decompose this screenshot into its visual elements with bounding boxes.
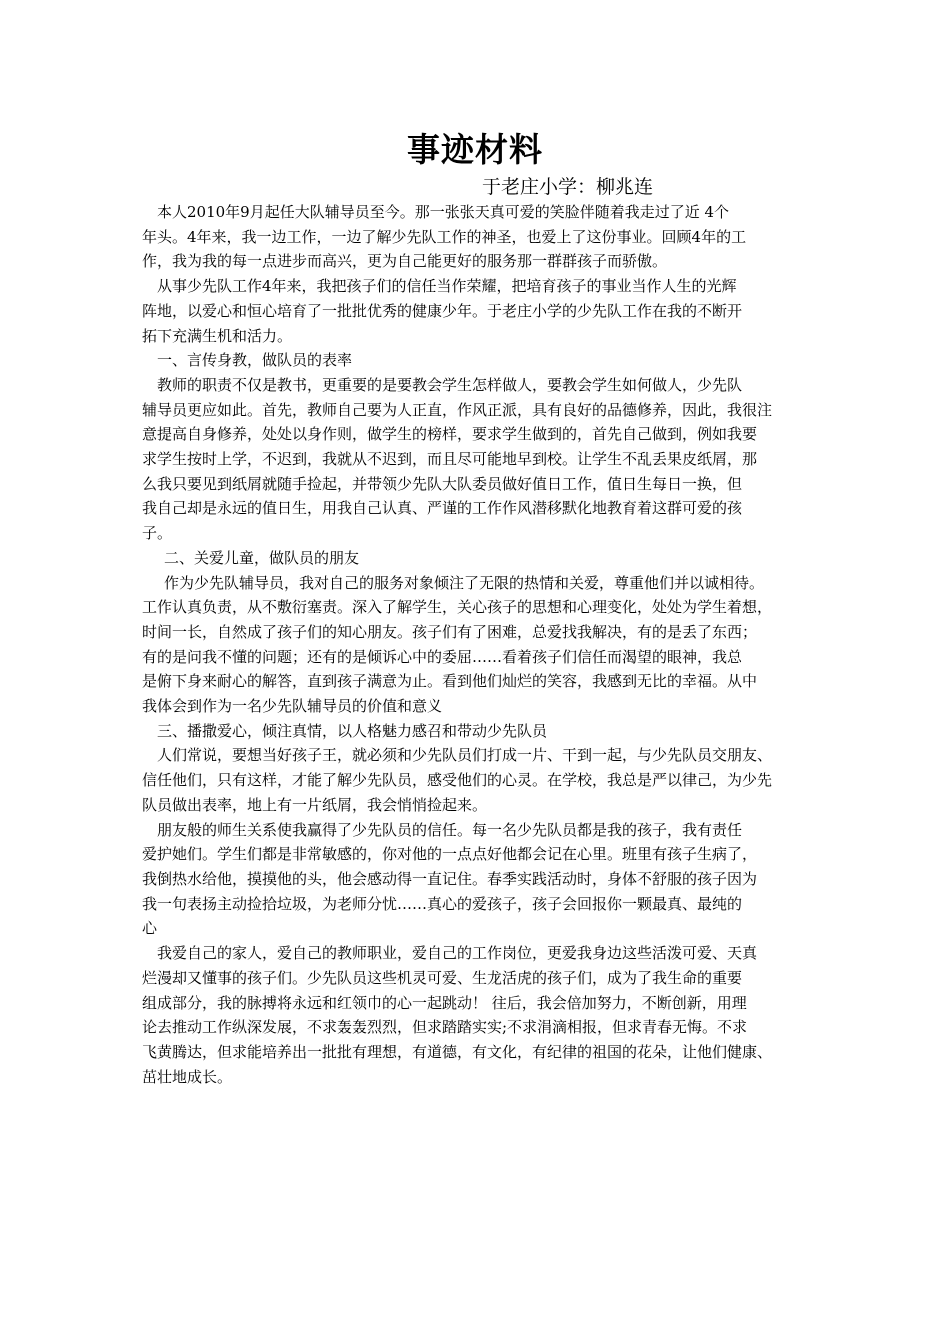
body-line: 作，我为我的每一点进步而高兴，更为自己能更好的服务那一群群孩子而骄傲。 [142,252,668,271]
body-line: 子。 [142,524,173,543]
body-line: 年头。4年来，我一边工作，一边了解少先队工作的神圣，也爱上了这份事业。回顾4年的工 [142,227,747,246]
body-line: 么我只要见到纸屑就随手捡起，并带领少先队大队委员做好值日工作，值日生每日一换，但 [142,474,743,493]
author-line: 于老庄小学：柳兆连 [482,176,654,198]
body-line: 是俯下身来耐心的解答，直到孩子满意为止。看到他们灿烂的笑容，我感到无比的幸福。从中 [142,672,758,691]
document-body [142,200,810,1089]
body-line: 一、言传身教，做队员的表率 [157,351,353,370]
body-line: 阵地，以爱心和恒心培育了一批批优秀的健康少年。于老庄小学的少先队工作在我的不断开 [142,301,743,320]
body-line: 论去推动工作纵深发展，不求轰轰烈烈，但求踏踏实实;不求涓滴相报，但求青春无悔。不求 [142,1018,748,1037]
body-line: 心 [142,919,158,938]
body-line: 拓下充满生机和活力。 [142,326,293,345]
body-line: 求学生按时上学，不迟到，我就从不迟到，而且尽可能地早到校。让学生不乱丢果皮纸屑，那 [142,450,758,469]
body-line: 时间一长，自然成了孩子们的知心朋友。孩子们有了困难，总爱找我解决，有的是丢了东西； [142,622,758,641]
body-line: 茁壮地成长。 [142,1067,233,1086]
body-line: 二、关爱儿童，做队员的朋友 [164,548,360,567]
body-line: 组成部分，我的脉搏将永远和红领巾的心一起跳动！ 往后，我会倍加努力，不断创新，用理 [142,993,747,1012]
body-line: 我一句表扬主动捡拾垃圾，为老师分忧……真心的爱孩子，孩子会回报你一颗最真、最纯的 [142,894,743,913]
body-line: 作为少先队辅导员，我对自己的服务对象倾注了无限的热情和关爱，尊重他们并以诚相待。 [164,573,765,592]
body-line: 本人2010年9月起任大队辅导员至今。那一张张天真可爱的笑脸伴随着我走过了近 4个 [157,203,730,221]
body-line: 有的是问我不懂的问题；还有的是倾诉心中的委屈……看着孩子们信任而渴望的眼神，我总 [142,647,743,666]
body-line: 意提高自身修养，处处以身作则，做学生的榜样，要求学生做到的，首先自己做到，例如我要 [142,425,758,444]
body-line: 队员做出表率，地上有一片纸屑，我会悄悄捡起来。 [142,795,488,814]
body-line: 信任他们，只有这样，才能了解少先队员，感受他们的心灵。在学校，我总是严以律己，为少先 [142,771,773,790]
body-line: 我爱自己的家人，爱自己的教师职业，爱自己的工作岗位，更爱我身边这些活泼可爱、天真 [157,944,758,963]
body-line: 我倒热水给他，摸摸他的头，他会感动得一直记住。春季实践活动时，身体不舒服的孩子因为 [142,869,758,888]
body-line: 烂漫却又懂事的孩子们。少先队员这些机灵可爱、生龙活虎的孩子们，成为了我生命的重要 [142,968,743,987]
body-line: 爱护她们。学生们都是非常敏感的，你对他的一点点好他都会记在心里。班里有孩子生病了， [142,845,758,864]
body-line: 朋友般的师生关系使我赢得了少先队员的信任。每一名少先队员都是我的孩子，我有责任 [157,820,743,839]
body-line: 我体会到作为一名少先队辅导员的价值和意义 [142,697,443,716]
body-line: 飞黄腾达，但求能培养出一批批有理想，有道德，有文化，有纪律的祖国的花朵，让他们健康、 [142,1042,773,1061]
body-line: 工作认真负责，从不敷衍塞责。深入了解学生，关心孩子的思想和心理变化，处处为学生着想， [142,598,773,617]
body-line: 三、播撒爱心，倾注真情，以人格魅力感召和带动少先队员 [157,721,548,740]
body-line: 教师的职责不仅是教书，更重要的是要教会学生怎样做人，要教会学生如何做人，少先队 [157,375,743,394]
body-line: 辅导员更应如此。首先，教师自己要为人正直，作风正派，具有良好的品德修养，因此，我很注 [142,400,773,419]
document-title: 事迹材料 [407,130,543,169]
body-line: 从事少先队工作4年来，我把孩子们的信任当作荣耀，把培育孩子的事业当作人生的光辉 [157,277,737,296]
body-line: 人们常说，要想当好孩子王，就必须和少先队员们打成一片、干到一起，与少先队员交朋友、 [157,746,773,765]
body-line: 我自己却是永远的值日生，用我自己认真、严谨的工作作风潜移默化地教育着这群可爱的孩 [142,499,743,518]
